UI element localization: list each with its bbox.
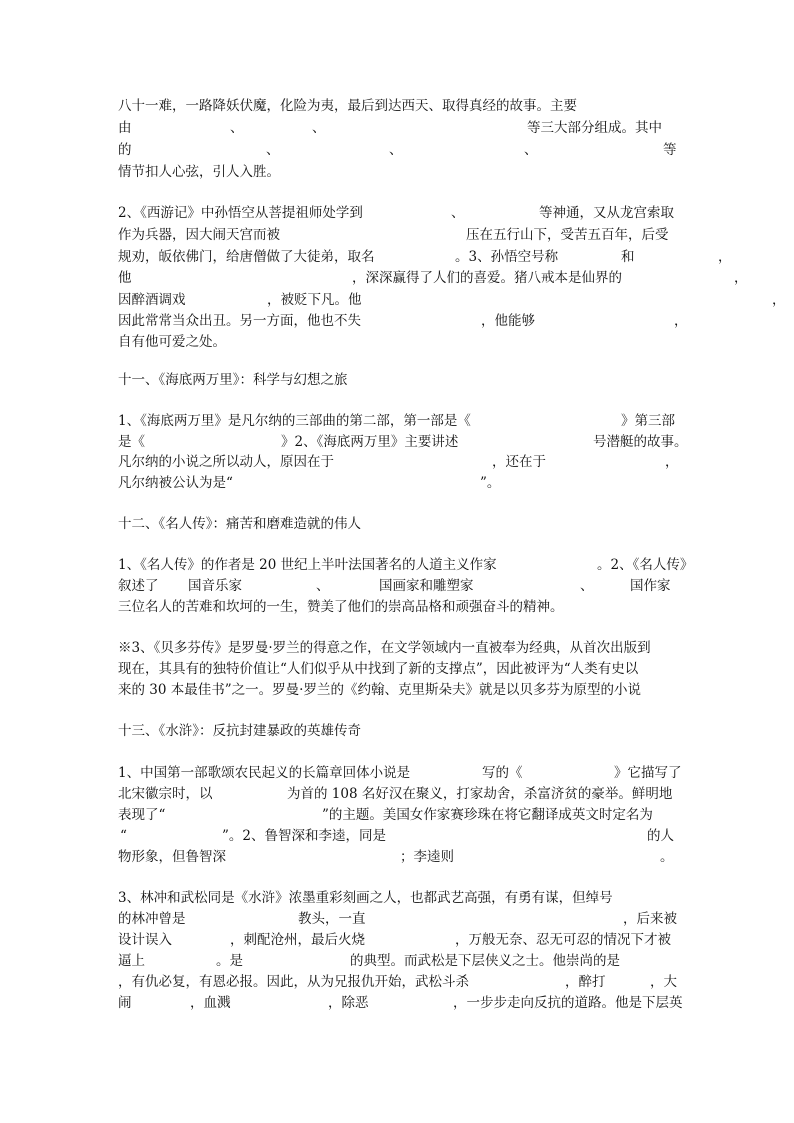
text: 写的《 (482, 765, 523, 781)
text: ， (674, 313, 688, 329)
text: 等神通，又从龙宫索取 (539, 205, 674, 221)
text-line (118, 680, 678, 700)
text: 、 (316, 578, 330, 594)
text: ，一步步走向反抗的道路。他是下层英 (453, 995, 683, 1011)
text: 情节扣人心弦，引人入胜。 (118, 164, 280, 180)
text: 表现了“ (118, 807, 166, 823)
text: 叙述了 (118, 578, 159, 594)
text: 1、《名人传》的作者是 20 世纪上半叶法国著名的人道主义作家 (118, 557, 497, 573)
text: 。是 (216, 953, 243, 969)
text: ，大 (650, 974, 677, 990)
text: ，血溅 (190, 995, 231, 1011)
text: 压在五行山下，受苦五百年，后受 (466, 227, 669, 243)
text: 、 (312, 120, 326, 136)
text-line (118, 784, 678, 804)
text: 教头，一直 (298, 911, 366, 927)
text-line (118, 951, 678, 971)
heading-text: 十二、《名人传》：痛苦和磨难造就的伟人 (118, 516, 361, 532)
text-line (118, 909, 678, 929)
text-line (118, 972, 678, 992)
text: ，被贬下凡。他 (267, 292, 362, 308)
text: 的典型。而武松是下层侠义之士。他崇尚的是 (350, 953, 620, 969)
section-heading (118, 721, 678, 741)
text: ※3、《贝多芬传》是罗曼·罗兰的得意之作，在文学领域内一直被奉为经典，从首次出版到 (118, 640, 651, 656)
text-line (118, 225, 678, 245)
text: 、 (524, 142, 538, 158)
text: 逼上 (118, 953, 145, 969)
text: 物形象，但鲁智深 (118, 849, 226, 865)
text: “ (120, 828, 127, 844)
text: 的 (118, 142, 132, 158)
text: 的林冲曾是 (118, 911, 186, 927)
text: 》它描写了 (614, 765, 682, 781)
text: 国画家和雕塑家 (379, 578, 474, 594)
text: 1、《海底两万里》是凡尔纳的三部曲的第二部，第一部是《 (118, 413, 471, 429)
text: ， (772, 292, 786, 308)
text-line (118, 805, 678, 825)
text: 规劝，皈依佛门，给唐僧做了大徒弟，取名 (118, 249, 375, 265)
text-line (118, 576, 678, 596)
text: 1、中国第一部歌颂农民起义的长篇章回体小说是 (118, 765, 411, 781)
text: 是《 (118, 434, 145, 450)
text: ，他能够 (481, 313, 535, 329)
text: ，刺配沧州，最后火烧 (230, 932, 365, 948)
text: ，深深赢得了人们的喜爱。猪八戒本是仙界的 (352, 270, 622, 286)
text: ， (718, 249, 732, 265)
text: ”。 (480, 475, 501, 491)
text: 国作家 (630, 578, 671, 594)
text: 闹 (118, 995, 132, 1011)
text-line (118, 332, 678, 352)
text-line (118, 452, 678, 472)
text: 因此常常当众出丑。另一方面，他也不失 (118, 313, 361, 329)
text-line (118, 162, 678, 182)
text-line (118, 847, 678, 867)
text: 号潜艇的故事。 (593, 434, 688, 450)
text: 和 (621, 249, 635, 265)
heading-text: 十一、《海底两万里》：科学与幻想之旅 (118, 372, 348, 388)
text: 、 (580, 578, 594, 594)
text: 凡尔纳的小说之所以动人，原因在于 (118, 454, 334, 470)
text: ， (734, 270, 748, 286)
text: 的人 (647, 828, 674, 844)
text-line (118, 311, 688, 331)
text: 3、林冲和武松同是《水浒》浓墨重彩刻画之人，也都武艺高强，有勇有谋，但绰号 (118, 890, 613, 906)
text: ，后来被 (623, 911, 677, 927)
text-line (118, 290, 786, 310)
text: 、 (389, 142, 403, 158)
text-line (118, 203, 678, 223)
text-line (118, 96, 678, 116)
text: ；李逵则 (400, 849, 454, 865)
text: ，醉打 (565, 974, 606, 990)
text: ，万般无奈、忍无可忍的情况下才被 (455, 932, 671, 948)
text: 》第三部 (621, 413, 675, 429)
text-line (118, 597, 678, 617)
text: 、 (230, 120, 244, 136)
text: 来的 30 本最佳书”之一。罗曼·罗兰的《约翰、克里斯朵夫》就是以贝多芬为原型的小说 (118, 682, 641, 698)
text: ，有仇必复，有恩必报。因此，从为兄报仇开始，武松斗杀 (118, 974, 469, 990)
text: ，除恶 (328, 995, 369, 1011)
text-line (118, 555, 694, 575)
text-line (118, 826, 678, 846)
text-line (118, 473, 678, 493)
text-line (118, 268, 748, 288)
text: ，还在于 (492, 454, 546, 470)
text-line (118, 247, 732, 267)
text: 现在，其具有的独特价值让“人们似乎从中找到了新的支撑点”，因此被评为“人类有史以 (118, 661, 639, 677)
text: 凡尔纳被公认为是“ (118, 475, 233, 491)
text: 作为兵器，因大闹天宫而被 (118, 227, 280, 243)
text: 国音乐家 (188, 578, 242, 594)
text-line (118, 888, 678, 908)
text-line (118, 118, 678, 138)
text-line (118, 638, 678, 658)
text: 由 (118, 120, 132, 136)
text: 他 (118, 270, 132, 286)
text: 北宋徽宗时，以 (118, 786, 213, 802)
text: 等 (663, 142, 677, 158)
text: 三位名人的苦难和坎坷的一生，赞美了他们的崇高品格和顽强奋斗的精神。 (118, 599, 564, 615)
text: ， (665, 454, 679, 470)
text: 等三大部分组成。其中 (527, 120, 662, 136)
section-heading (118, 514, 678, 534)
text: 2、《西游记》中孙悟空从菩提祖师处学到 (118, 205, 363, 221)
text: ”的主题。美国女作家赛珍珠在将它翻译成英文时定名为 (322, 807, 653, 823)
text: ”。2、鲁智深和李逵，同是 (222, 828, 386, 844)
text: 因醉酒调戏 (118, 292, 186, 308)
text-line (118, 140, 678, 160)
text: 、 (266, 142, 280, 158)
text: 八十一难，一路降妖伏魔，化险为夷，最后到达西天、取得真经的故事。主要 (118, 98, 577, 114)
text-line (118, 930, 678, 950)
text: 设计误入 (118, 932, 172, 948)
text-line (118, 411, 678, 431)
text-line (118, 432, 688, 452)
text: 。2、《名人传》 (597, 557, 694, 573)
text-line (118, 659, 678, 679)
section-heading (118, 370, 678, 390)
text-line (118, 763, 682, 783)
text: 。 (660, 849, 674, 865)
text: 。3、孙悟空号称 (455, 249, 559, 265)
text: 、 (451, 205, 465, 221)
text: 为首的 108 名好汉在聚义，打家劫舍，杀富济贫的豪举。鲜明地 (287, 786, 673, 802)
heading-text: 十三、《水浒》：反抗封建暴政的英雄传奇 (118, 723, 361, 739)
text: 》2、《海底两万里》主要讲述 (281, 434, 459, 450)
text: 自有他可爱之处。 (118, 334, 226, 350)
text-line (118, 993, 683, 1013)
